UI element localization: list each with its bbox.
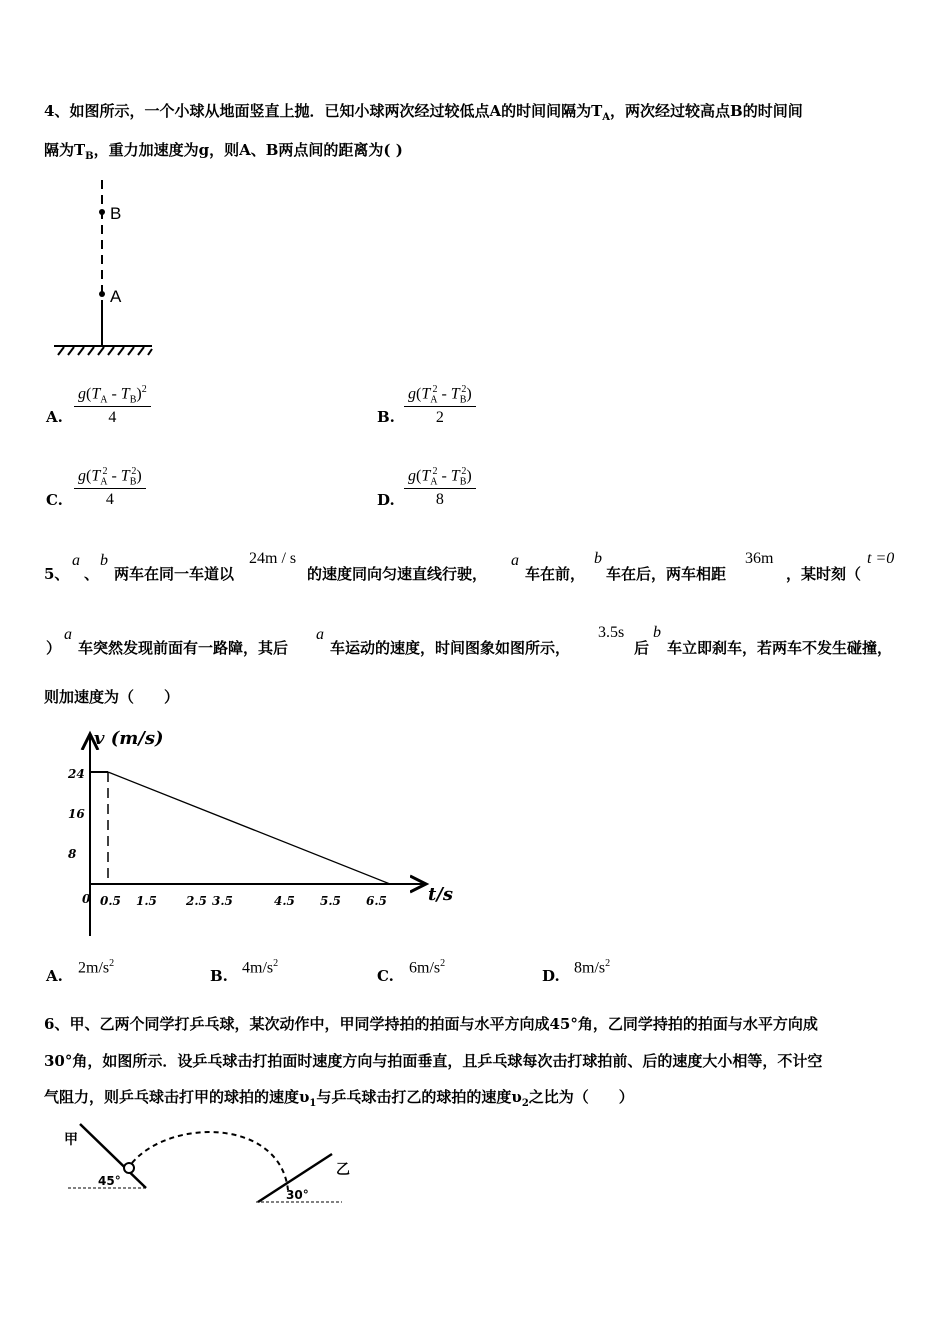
q5-ytick-24: 24 [68,767,85,781]
q5-ylabel: v (m/s) [94,728,164,749]
q4-label-b: B [110,204,122,223]
q5-option-b[interactable]: $4m/s^2$ [242,958,279,977]
q5-option-c-label: C. [377,967,394,985]
q6-line2: 30°角，如图所示．设乒乓球击打拍面时速度方向与拍面垂直，且乒乓球每次击打球拍前、后的速度大小相等，不计空 [44,1052,823,1070]
q6-label-jia: 甲 [64,1132,78,1148]
q4-option-d[interactable]: $\frac{g(T_A^2 - T_B^2)}{8}$ [404,466,476,509]
q4-number: 4、 [44,102,70,120]
q4-option-b-label: B. [377,408,395,426]
q4-option-d-label: D. [377,491,395,509]
q4-option-a-label: A. [46,408,63,426]
q6-figure [60,1118,360,1208]
q4-option-c[interactable]: $\frac{g(T_A^2 - T_B^2)}{4}$ [74,466,146,509]
q4-point-a [99,291,105,297]
q5-xtick-6-5: 6.5 [366,894,387,908]
q4-point-b [99,209,105,215]
q6-number: 6、 [44,1015,70,1033]
q6-ball [124,1163,134,1173]
q5-ytick-8: 8 [68,847,77,861]
q5-option-c[interactable]: $6m/s^2$ [409,958,446,977]
q5-vt-chart [60,720,480,940]
q5-option-d[interactable]: $8m/s^2$ [574,958,611,977]
q6-line3: 气阻力，则乒乓球击打甲的球拍的速度$\upsilon_1$与乒乓球击打乙的球拍的速度$\upsilon_2$之比为（ ） [44,1088,634,1109]
q5-xtick-1-5: 1.5 [136,894,157,908]
q5-xtick-4-5: 4.5 [274,894,295,908]
q5-option-b-label: B. [210,967,228,985]
q5-line3: 则加速度为（ ） [44,688,180,706]
q6-angle-45: 45° [98,1174,121,1188]
q5-deceleration-line [108,772,390,884]
q5-xtick-0: 0 [82,892,91,906]
q6-trajectory [132,1132,288,1190]
q5-option-a[interactable]: $2m/s^2$ [78,958,115,977]
q6-label-yi: 乙 [336,1162,350,1178]
q5-ytick-16: 16 [68,807,85,821]
q5-option-a-label: A. [46,967,63,985]
q6-angle-30: 30° [286,1188,309,1202]
q5-xtick-3-5: 3.5 [212,894,233,908]
q4-figure [50,178,170,363]
q4-label-a: A [110,287,122,306]
q6-line1: 6、甲、乙两个同学打乒乓球，某次动作中，甲同学持拍的拍面与水平方向成45°角，乙同学持拍的拍面与水平方向成 [44,1015,818,1033]
q5-option-d-label: D. [542,967,560,985]
q4-line2: 隔为$T_B$，重力加速度为g，则A、B两点间的距离为( ) [44,141,403,162]
q4-option-a[interactable]: $\frac{g(T_A - T_B)^2}{4}$ [74,384,151,427]
q5-xtick-2-5: 2.5 [186,894,207,908]
q4-line1: 4、如图所示，一个小球从地面竖直上抛．已知小球两次经过较低点A的时间间隔为$T_A$，两次经过较高点B的时间间 [44,102,803,123]
q5-xtick-5-5: 5.5 [320,894,341,908]
q5-xlabel: t/s [428,884,454,905]
q5-number: 5、 [44,565,70,583]
q4-option-b[interactable]: $\frac{g(T_A^2 - T_B^2)}{2}$ [404,384,476,427]
q4-ground-hatch [58,347,152,355]
q4-option-c-label: C. [46,491,63,509]
q5-xtick-0-5: 0.5 [100,894,121,908]
